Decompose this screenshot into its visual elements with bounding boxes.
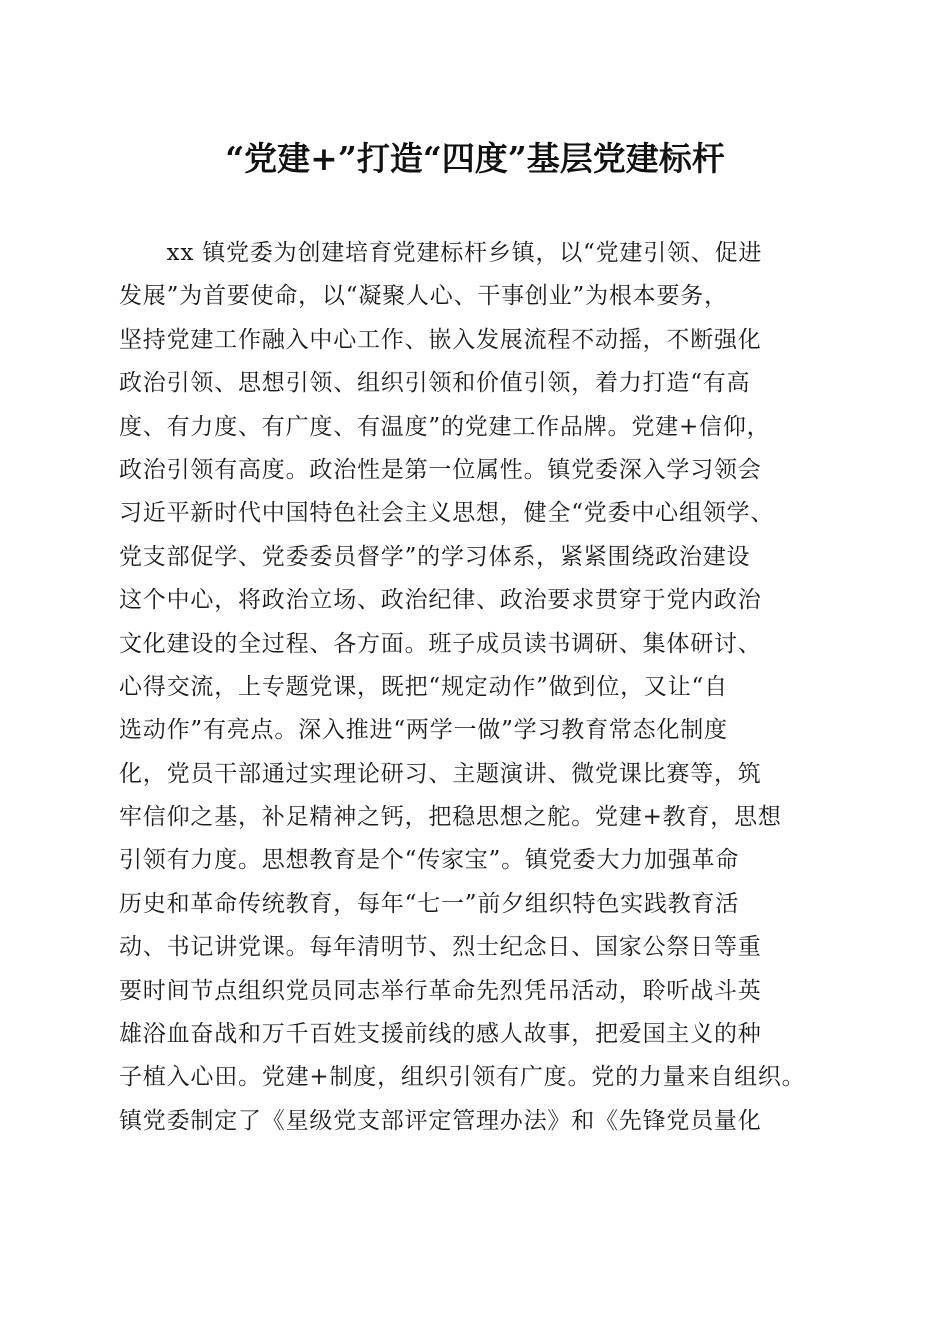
body-line: 政治引领、思想引领、组织引领和价值引领，着力打造“有高 <box>119 370 751 397</box>
body-line: 选动作”有亮点。深入推进“两学一做”学习教育常态化制度 <box>119 717 728 744</box>
body-line: 牢信仰之基，补足精神之钙，把稳思想之舵。党建+教育，思想 <box>119 804 782 831</box>
body-line: 镇党委制定了《星级党支部评定管理办法》和《先锋党员量化 <box>119 1107 762 1134</box>
body-line: 心得交流，上专题党课，既把“规定动作”做到位，又让“自 <box>119 673 728 700</box>
body-line: 发展”为首要使命，以“凝聚人心、干事创业”为根本要务， <box>119 283 728 310</box>
body-line: 化，党员干部通过实理论研习、主题演讲、微党课比赛等，筑 <box>119 760 762 787</box>
body-line: 历史和革命传统教育，每年“七一”前夕组织特色实践教育活 <box>119 890 740 917</box>
body-line: 度、有力度、有广度、有温度”的党建工作品牌。党建+信仰， <box>119 413 771 440</box>
body-line: 文化建设的全过程、各方面。班子成员读书调研、集体研讨、 <box>119 630 762 657</box>
document-title: “党建+”打造“四度”基层党建标杆 <box>225 139 725 178</box>
body-line: 政治引领有高度。政治性是第一位属性。镇党委深入学习领会 <box>119 456 762 483</box>
body-line: xx 镇党委为创建培育党建标杆乡镇，以“党建引领、促进 <box>119 240 763 266</box>
body-line: 引领有力度。思想教育是个“传家宝”。镇党委大力加强革命 <box>119 847 740 874</box>
body-line: 党支部促学、党委委员督学”的学习体系，紧紧围绕政治建设 <box>119 543 751 570</box>
body-line: 习近平新时代中国特色社会主义思想，健全“党委中心组领学、 <box>119 500 775 527</box>
body-line: 要时间节点组织党员同志举行革命先烈凭吊活动，聆听战斗英 <box>119 977 762 1004</box>
body-line: 子植入心田。党建+制度，组织引领有广度。党的力量来自组织。 <box>119 1064 806 1091</box>
body-line: 这个中心，将政治立场、政治纪律、政治要求贯穿于党内政治 <box>119 587 762 614</box>
body-line: 坚持党建工作融入中心工作、嵌入发展流程不动摇，不断强化 <box>119 326 762 353</box>
body-line: 雄浴血奋战和万千百姓支援前线的感人故事，把爱国主义的种 <box>119 1021 762 1048</box>
document-body <box>119 232 829 1143</box>
body-line: 动、书记讲党课。每年清明节、烈士纪念日、国家公祭日等重 <box>119 934 762 961</box>
